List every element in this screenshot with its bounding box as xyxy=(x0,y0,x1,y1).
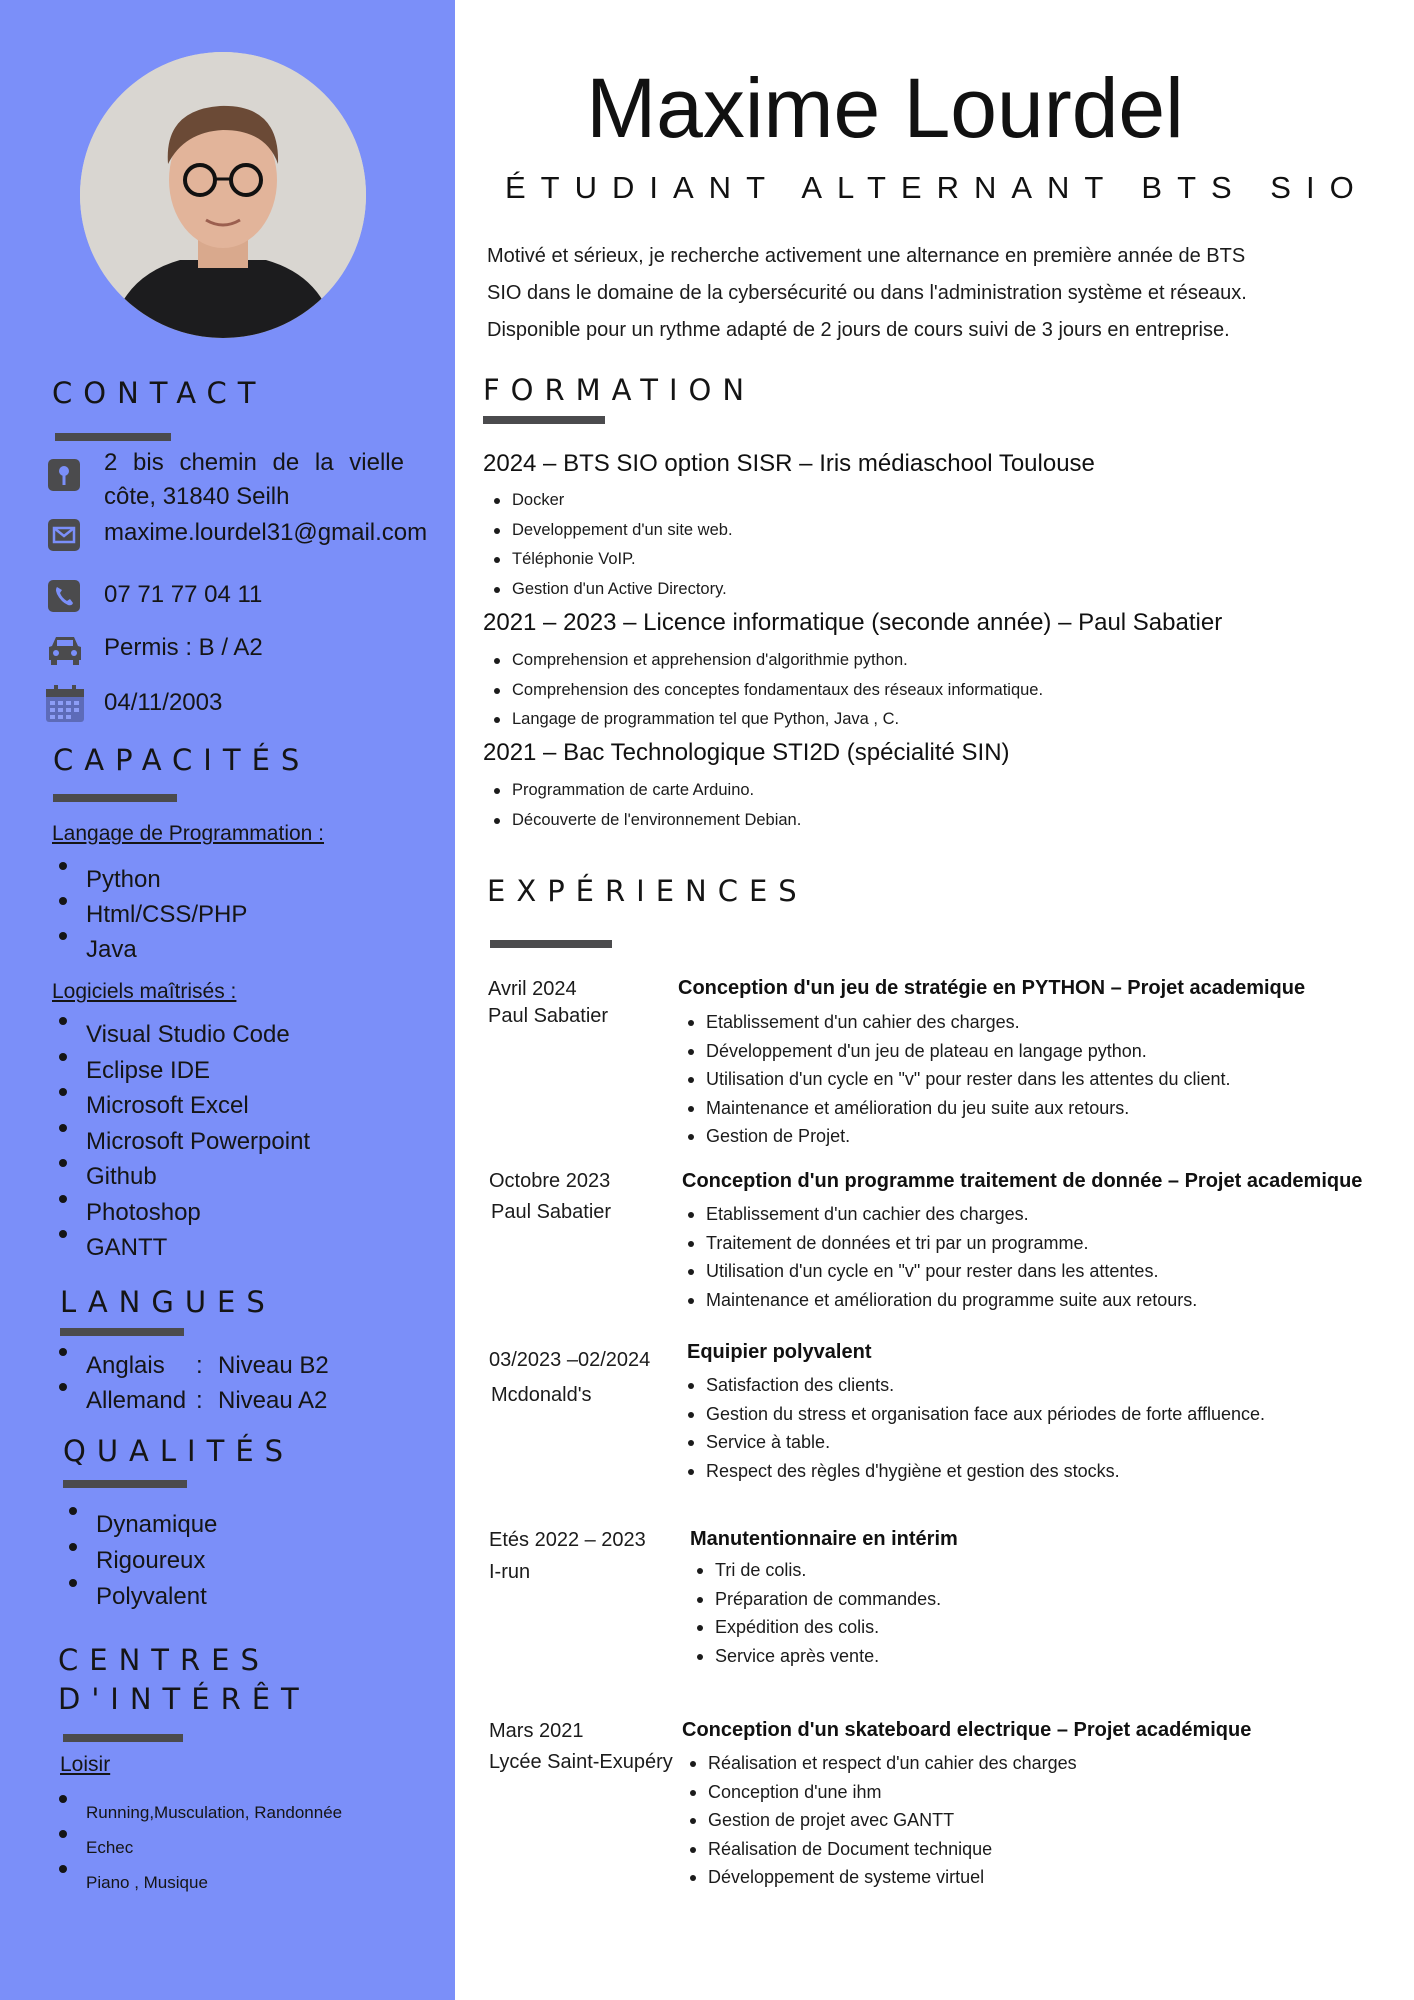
formation-degree: 2021 – 2023 – Licence informatique (seconde année) – Paul Sabatier xyxy=(483,609,1223,636)
exp-list xyxy=(706,1008,1231,1151)
profile-photo xyxy=(80,52,366,338)
exp-list xyxy=(715,1556,941,1670)
intro-line: SIO dans le domaine de la cybersécurité ou dans l'administration système et réseaux. xyxy=(487,282,1247,304)
formation-divider xyxy=(483,416,605,424)
formation-list xyxy=(512,646,1043,735)
list-item: Eclipse IDE xyxy=(86,1053,310,1089)
list-item: Developpement d'un site web. xyxy=(512,516,733,546)
list-item: Téléphonie VoIP. xyxy=(512,545,733,575)
list-item: Réalisation de Document technique xyxy=(708,1835,1077,1864)
exp-list xyxy=(708,1749,1077,1892)
list-item: Gestion du stress et organisation face aux périodes de forte affluence. xyxy=(706,1400,1265,1429)
location-icon xyxy=(47,458,81,492)
list-item: Photoshop xyxy=(86,1195,310,1231)
list-item: Utilisation d'un cycle en "v" pour rester dans les attentes du client. xyxy=(706,1065,1231,1094)
list-item: Rigoureux xyxy=(96,1543,217,1579)
list-item: Dynamique xyxy=(96,1507,217,1543)
exp-title: Equipier polyvalent xyxy=(687,1341,872,1363)
prog-label: Langage de Programmation : xyxy=(52,822,325,845)
exp-place: Lycée Saint-Exupéry xyxy=(489,1751,673,1773)
list-item: Réalisation et respect d'un cahier des charges xyxy=(708,1749,1077,1778)
exp-place: Paul Sabatier xyxy=(491,1201,612,1223)
intro-line: Motivé et sérieux, je recherche activement une alternance en première année de BTS xyxy=(487,245,1246,267)
list-item: Html/CSS/PHP xyxy=(86,897,247,932)
formation-list xyxy=(512,486,733,604)
list-item: Traitement de données et tri par un programme. xyxy=(706,1229,1197,1258)
prog-list xyxy=(86,862,247,967)
list-item: Running,Musculation, Randonnée xyxy=(86,1795,342,1830)
exp-date: 03/2023 –02/2024 xyxy=(489,1349,651,1371)
car-icon xyxy=(46,632,84,666)
exp-title: Conception d'un programme traitement de donnée – Projet academique xyxy=(682,1170,1363,1192)
capacites-divider xyxy=(53,794,177,802)
list-item: Comprehension et apprehension d'algorithmie python. xyxy=(512,646,1043,676)
list-item: Développement d'un jeu de plateau en langage python. xyxy=(706,1037,1231,1066)
soft-label: Logiciels maîtrisés : xyxy=(52,980,237,1003)
formation-list xyxy=(512,776,801,835)
list-item: Echec xyxy=(86,1830,342,1865)
list-item: Satisfaction des clients. xyxy=(706,1371,1265,1400)
contact-address-line2: côte, 31840 Seilh xyxy=(104,483,290,510)
page-title: Maxime Lourdel xyxy=(586,61,1184,155)
langues-title: LANGUES xyxy=(60,1285,276,1319)
list-item: Gestion d'un Active Directory. xyxy=(512,575,733,605)
intro-line: Disponible pour un rythme adapté de 2 jours de cours suivi de 3 jours en entreprise. xyxy=(487,319,1230,341)
list-item: Gestion de Projet. xyxy=(706,1122,1231,1151)
list-item: Service à table. xyxy=(706,1428,1265,1457)
email-icon xyxy=(47,518,81,552)
list-item: Tri de colis. xyxy=(715,1556,941,1585)
qualites-divider xyxy=(63,1480,187,1488)
list-item: Etablissement d'un cahier des charges. xyxy=(706,1008,1231,1037)
exp-date: Mars 2021 xyxy=(489,1720,584,1742)
list-item: Gestion de projet avec GANTT xyxy=(708,1806,1077,1835)
list-item: Github xyxy=(86,1159,310,1195)
qualites-list xyxy=(96,1507,217,1615)
list-item: Service après vente. xyxy=(715,1642,941,1671)
exp-title: Conception d'un jeu de stratégie en PYTHON – Projet academique xyxy=(678,977,1306,999)
contact-phone[interactable]: 07 71 77 04 11 xyxy=(104,581,263,608)
interets-title-line2: D'INTÉRÊT xyxy=(58,1682,310,1716)
loisir-list xyxy=(86,1795,342,1900)
list-item: Développement de systeme virtuel xyxy=(708,1863,1077,1892)
list-item: Docker xyxy=(512,486,733,516)
avatar-icon xyxy=(80,52,366,338)
list-item: Allemand : Niveau A2 xyxy=(86,1383,329,1418)
list-item: Préparation de commandes. xyxy=(715,1585,941,1614)
exp-place: I-run xyxy=(489,1561,531,1583)
soft-list xyxy=(86,1017,310,1266)
list-item: Microsoft Powerpoint xyxy=(86,1124,310,1160)
experiences-title: EXPÉRIENCES xyxy=(487,874,808,908)
qualites-title: QUALITÉS xyxy=(63,1434,295,1468)
list-item: Polyvalent xyxy=(96,1579,217,1615)
exp-date: Octobre 2023 xyxy=(489,1170,611,1192)
langues-list xyxy=(86,1348,329,1418)
list-item: Conception d'une ihm xyxy=(708,1778,1077,1807)
contact-address-line1: 2 bis chemin de la vielle xyxy=(104,449,404,476)
loisir-label: Loisir xyxy=(60,1753,111,1776)
list-item: GANTT xyxy=(86,1230,310,1266)
list-item: Maintenance et amélioration du programme suite aux retours. xyxy=(706,1286,1197,1315)
exp-date: Etés 2022 – 2023 xyxy=(489,1529,646,1551)
page-subtitle: ÉTUDIANT ALTERNANT BTS SIO xyxy=(505,170,1369,205)
phone-icon xyxy=(47,579,81,613)
contact-title: CONTACT xyxy=(52,376,267,410)
exp-list xyxy=(706,1200,1197,1314)
interets-title-line1: CENTRES xyxy=(58,1643,270,1677)
formation-degree: 2024 – BTS SIO option SISR – Iris médiaschool Toulouse xyxy=(483,450,1095,477)
formation-degree: 2021 – Bac Technologique STI2D (spécialité SIN) xyxy=(483,739,1010,766)
list-item: Maintenance et amélioration du jeu suite aux retours. xyxy=(706,1094,1231,1123)
exp-place: Mcdonald's xyxy=(491,1384,592,1406)
list-item: Etablissement d'un cachier des charges. xyxy=(706,1200,1197,1229)
list-item: Microsoft Excel xyxy=(86,1088,310,1124)
list-item: Python xyxy=(86,862,247,897)
intro-text xyxy=(487,238,1247,349)
list-item: Langage de programmation tel que Python, Java , C. xyxy=(512,705,1043,735)
list-item: Visual Studio Code xyxy=(86,1017,310,1053)
exp-date: Avril 2024 xyxy=(488,978,577,1000)
list-item: Java xyxy=(86,932,247,967)
list-item: Piano , Musique xyxy=(86,1865,342,1900)
list-item: Anglais : Niveau B2 xyxy=(86,1348,329,1383)
contact-divider xyxy=(55,433,171,441)
experiences-divider xyxy=(490,940,612,948)
contact-birthdate: 04/11/2003 xyxy=(104,689,223,716)
contact-email[interactable]: maxime.lourdel31@gmail.com xyxy=(104,519,428,546)
exp-title: Manutentionnaire en intérim xyxy=(690,1528,958,1550)
interets-divider xyxy=(63,1734,183,1742)
contact-license: Permis : B / A2 xyxy=(104,634,263,661)
formation-title: FORMATION xyxy=(483,373,756,407)
exp-list xyxy=(706,1371,1265,1485)
exp-place: Paul Sabatier xyxy=(488,1005,609,1027)
list-item: Comprehension des conceptes fondamentaux des réseaux informatique. xyxy=(512,676,1043,706)
list-item: Utilisation d'un cycle en "v" pour rester dans les attentes. xyxy=(706,1257,1197,1286)
list-item: Expédition des colis. xyxy=(715,1613,941,1642)
list-item: Programmation de carte Arduino. xyxy=(512,776,801,806)
langues-divider xyxy=(60,1328,184,1336)
list-item: Découverte de l'environnement Debian. xyxy=(512,806,801,836)
exp-title: Conception d'un skateboard electrique – Projet académique xyxy=(682,1719,1252,1741)
list-item: Respect des règles d'hygiène et gestion des stocks. xyxy=(706,1457,1265,1486)
capacites-title: CAPACITÉS xyxy=(53,743,311,777)
calendar-icon xyxy=(44,684,86,724)
